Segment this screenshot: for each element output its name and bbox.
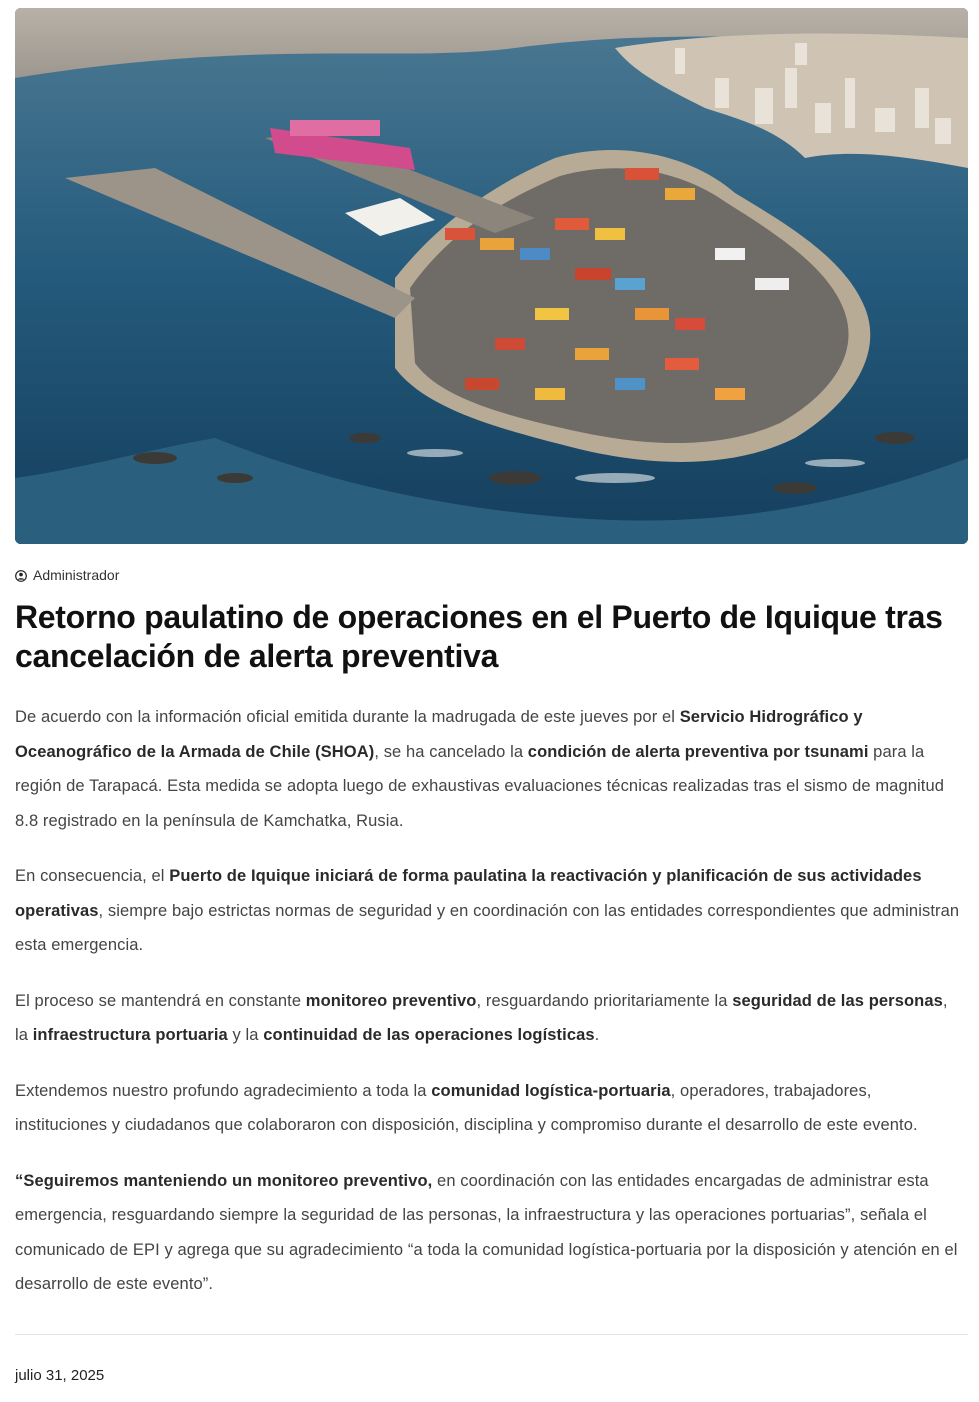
bold-text: Servicio Hidrográfico y Oceanográfico de la Armada de Chile (SHOA)	[15, 708, 863, 761]
text: , resguardando prioritariamente la	[476, 991, 733, 1010]
author-name[interactable]: Administrador	[33, 567, 120, 583]
text: , la	[15, 991, 948, 1044]
bold-text: “Seguiremos manteniendo un monitoreo preventivo,	[15, 1171, 433, 1190]
user-circle-icon	[15, 569, 27, 581]
bold-text: condición de alerta preventiva por tsunami	[527, 742, 869, 761]
bold-text: continuidad de las operaciones logísticas	[263, 1026, 595, 1044]
paragraph-3	[15, 984, 965, 1053]
text: y la	[227, 1026, 264, 1044]
author-line	[15, 566, 119, 584]
text: , siempre bajo estrictas normas de seguridad y en coordinación con las entidades correspondientes que administran esta emergencia.	[15, 901, 960, 954]
paragraph-2	[15, 859, 965, 963]
article-title: Retorno paulatino de operaciones en el Puerto de Iquique tras cancelación de alerta preventiva	[15, 599, 943, 674]
hero-image	[15, 8, 968, 544]
text: , se ha cancelado la	[374, 742, 528, 761]
text: El proceso se mantendrá en constante	[15, 991, 306, 1010]
paragraph-4	[15, 1074, 965, 1143]
article-body	[15, 700, 965, 1323]
text: De acuerdo con la información oficial emitida durante la madrugada de este jueves por el	[15, 708, 680, 726]
bold-text: comunidad logística-portuaria	[431, 1081, 671, 1100]
bold-text: Puerto de Iquique iniciará de forma paulatina la reactivación y planificación de sus actividades operativas	[15, 867, 922, 920]
text: en coordinación con las entidades encargadas de administrar esta emergencia, resguardando siempre la seguridad de las personas, la infraestructura y las operaciones portuarias”, señala el comunicado de EPI y agrega que su agradecimiento “a toda la comunidad logística-portuaria por la disposición y atención en el desarrollo de este evento”.	[15, 1171, 958, 1293]
text: .	[594, 1026, 600, 1044]
bold-text: infraestructura portuaria	[32, 1026, 228, 1044]
port-aerial-illustration	[15, 8, 968, 544]
text: , operadores, trabajadores, instituciones y ciudadanos que colaboraron con disposición, disciplina y compromiso durante el desarrollo de este evento.	[15, 1081, 918, 1134]
paragraph-5-quote	[15, 1164, 965, 1302]
text: para la región de Tarapacá. Esta medida se adopta luego de exhaustivas evaluaciones técnicas realizadas tras el sismo de magnitud 8.8 registrado en la península de Kamchatka, Rusia.	[15, 742, 945, 830]
text: Extendemos nuestro profundo agradecimiento a toda la	[15, 1081, 432, 1100]
paragraph-1	[15, 700, 965, 838]
divider	[15, 1334, 968, 1335]
publish-date: julio 31, 2025	[15, 1367, 105, 1384]
bold-text: monitoreo preventivo	[305, 991, 477, 1010]
text: En consecuencia, el	[15, 867, 170, 885]
bold-text: seguridad de las personas	[732, 991, 943, 1010]
